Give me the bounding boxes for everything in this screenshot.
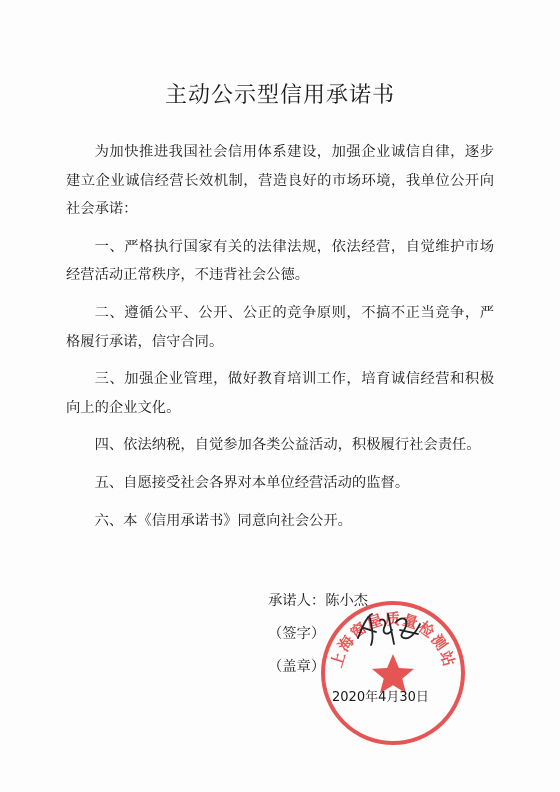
- seal-label: （盖章）: [268, 659, 326, 675]
- paragraph-intro: 为加快推进我国社会信用体系建设，加强企业诚信自律，逐步建立企业诚信经营长效机制，营造良好的市场环境，我单位公开向社会承诺：: [66, 144, 494, 218]
- paragraph-item-1: 一、严格执行国家有关的法律法规，依法经营，自觉维护市场经营活动正常秩序，不违背社会公德。: [66, 238, 494, 284]
- paragraph-item-3: 三、加强企业管理，做好教育培训工作，培育诚信经营和积极向上的企业文化。: [66, 371, 494, 416]
- document-title: 主动公示型信用承诺书: [164, 83, 395, 108]
- document-body: [66, 138, 494, 544]
- promisor-line: [268, 590, 368, 610]
- sign-date: 2020年4月30日: [332, 690, 429, 705]
- paragraph-item-2: 二、遵循公平、公开、公正的竞争原则，不搞不正当竞争，严格履行承诺，信守合同。: [66, 304, 494, 350]
- promisor-label: 承诺人：: [268, 593, 326, 609]
- paragraph-item-5: 五、自愿接受社会各界对本单位经营活动的监督。: [94, 474, 410, 491]
- paragraph-item-4: 四、依法纳税，自觉参加各类公益活动，积极履行社会责任。: [94, 437, 481, 454]
- paragraph-item-6: 六、本《信用承诺书》同意向社会公开。: [94, 512, 352, 529]
- promisor-name: 陈小杰: [325, 593, 369, 609]
- seal-arc-text: 上海窗屋质量检测站: [327, 609, 459, 670]
- sign-label: （签字）: [268, 626, 326, 642]
- handwritten-signature: [354, 608, 424, 648]
